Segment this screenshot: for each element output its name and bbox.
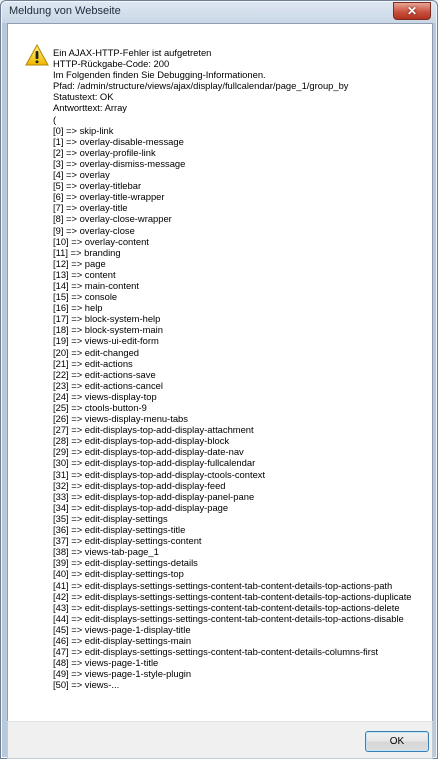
message-line: [8] => overlay-close-wrapper (53, 213, 172, 225)
message-line: [47] => edit-displays-settings-settings-content-tab-content-details-columns-first (53, 646, 379, 658)
message-line: [24] => views-display-top (53, 390, 157, 402)
message-line: [16] => help (53, 302, 103, 314)
error-message (53, 47, 424, 690)
button-bar (7, 721, 433, 759)
message-line: HTTP-Rückgabe-Code: 200 (53, 58, 170, 70)
message-line: [20] => edit-changed (53, 346, 140, 358)
message-line: [48] => views-page-1-title (53, 657, 159, 669)
message-line: [17] => block-system-help (53, 313, 161, 325)
message-line: [27] => edit-displays-top-add-display-attachment (53, 424, 254, 436)
warning-icon (25, 44, 49, 66)
message-line: [7] => overlay-title (53, 202, 128, 214)
message-line: [46] => edit-display-settings-main (53, 634, 192, 646)
message-line: [38] => views-tab-page_1 (53, 546, 159, 558)
message-line: [15] => console (53, 291, 118, 303)
message-line: [1] => overlay-disable-message (53, 135, 184, 147)
message-line: Statustext: OK (53, 91, 114, 103)
window-title: Meldung von Webseite (9, 5, 121, 17)
message-line: [19] => views-ui-edit-form (53, 335, 159, 347)
message-line: [45] => views-page-1-display-title (53, 623, 191, 635)
message-line: [18] => block-system-main (53, 324, 163, 336)
dialog-content (7, 23, 433, 722)
message-line: [42] => edit-displays-settings-settings-content-tab-content-details-top-actions-duplicate (53, 590, 412, 602)
message-line: [32] => edit-displays-top-add-display-feed (53, 479, 226, 491)
message-line: [39] => edit-display-settings-details (53, 557, 198, 569)
message-line: [0] => skip-link (53, 124, 114, 136)
message-line: [13] => content (53, 268, 116, 280)
message-line: [12] => page (53, 257, 106, 269)
title-bar[interactable] (1, 1, 437, 23)
message-line: [41] => edit-displays-settings-settings-content-tab-content-details-top-actions-path (53, 579, 393, 591)
message-line: Ein AJAX-HTTP-Fehler ist aufgetreten (53, 47, 212, 58)
message-line: [50] => views-... (53, 679, 120, 691)
message-line: [29] => edit-displays-top-add-display-date-nav (53, 446, 244, 458)
message-line: [31] => edit-displays-top-add-display-ctools-context (53, 468, 266, 480)
message-line: [22] => edit-actions-save (53, 368, 156, 380)
message-line: Antworttext: Array (53, 102, 127, 114)
message-line: [21] => edit-actions (53, 357, 133, 369)
message-line: [44] => edit-displays-settings-settings-content-tab-content-details-top-actions-disable (53, 612, 404, 624)
message-line: [43] => edit-displays-settings-settings-content-tab-content-details-top-actions-delete (53, 601, 400, 613)
message-line: [28] => edit-displays-top-add-display-block (53, 435, 230, 447)
message-line: [25] => ctools-button-9 (53, 402, 147, 413)
message-line: [5] => overlay-titlebar (53, 180, 142, 192)
message-line: ( (53, 113, 57, 125)
message-line: [2] => overlay-profile-link (53, 146, 156, 158)
message-line: [9] => overlay-close (53, 224, 135, 236)
message-line: [3] => overlay-dismiss-message (53, 157, 186, 169)
message-line: [35] => edit-display-settings (53, 512, 168, 524)
message-line: [23] => edit-actions-cancel (53, 379, 163, 391)
message-line: [40] => edit-display-settings-top (53, 568, 184, 580)
message-line: [36] => edit-display-settings-title (53, 524, 186, 536)
message-line: Pfad: /admin/structure/views/ajax/display/fullcalendar/page_1/group_by (53, 80, 349, 92)
message-line: [10] => overlay-content (53, 235, 149, 247)
message-line: [49] => views-page-1-style-plugin (53, 668, 192, 680)
message-line: [6] => overlay-title-wrapper (53, 191, 165, 203)
message-line: [11] => branding (53, 246, 121, 258)
message-line: [4] => overlay (53, 169, 110, 181)
ok-button[interactable]: OK (365, 731, 429, 752)
message-line: [37] => edit-display-settings-content (53, 535, 202, 547)
message-line: [26] => views-display-menu-tabs (53, 413, 188, 425)
message-line: [34] => edit-displays-top-add-display-page (53, 501, 229, 513)
close-button[interactable]: ✕ (393, 2, 431, 20)
message-line: [33] => edit-displays-top-add-display-panel-pane (53, 490, 255, 502)
message-line: Im Folgenden finden Sie Debugging-Informationen. (53, 69, 266, 81)
message-line: [30] => edit-displays-top-add-display-fullcalendar (53, 457, 256, 469)
message-line: [14] => main-content (53, 279, 139, 291)
